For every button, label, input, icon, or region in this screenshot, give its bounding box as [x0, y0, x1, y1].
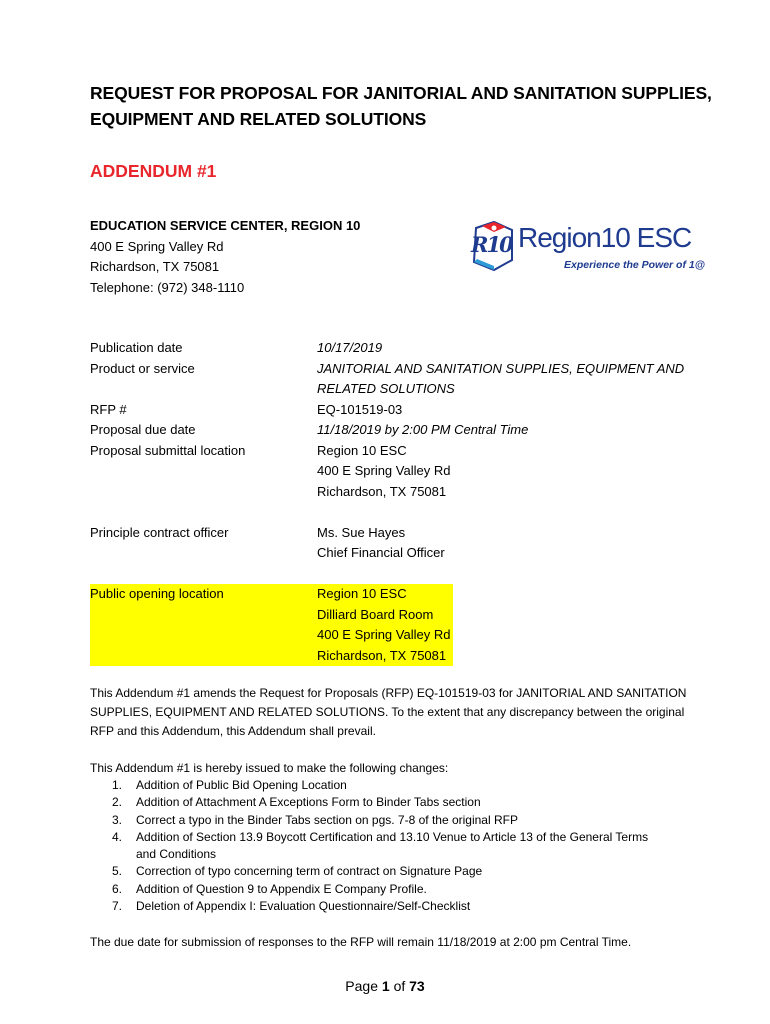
list-item-text: Addition of Section 13.9 Boycott Certification and 13.10 Venue to Article 13 of the General Terms — [136, 829, 649, 844]
detail-row-officer-title — [90, 543, 710, 564]
list-item-text: Deletion of Appendix I: Evaluation Questionnaire/Self-Checklist — [136, 899, 471, 914]
page-word: Page — [345, 978, 378, 994]
list-item — [90, 863, 710, 880]
detail-row-submittal-3 — [90, 482, 710, 503]
contract-officer-title: Chief Financial Officer — [317, 545, 445, 560]
submittal-location-line-1: Region 10 ESC — [317, 442, 407, 458]
region10-esc-logo — [468, 218, 705, 276]
submittal-location-line-3: Richardson, TX 75081 — [317, 483, 447, 499]
list-item-text: Addition of Public Bid Opening Location — [136, 778, 347, 792]
proposal-due-value: 11/18/2019 by 2:00 PM Central Time — [317, 422, 529, 437]
list-item — [90, 881, 710, 898]
product-value-line-1: JANITORIAL AND SANITATION SUPPLIES, EQUIPMENT AND — [317, 360, 685, 376]
organization-city: Richardson, TX 75081 — [90, 259, 220, 274]
organization-phone: Telephone: (972) 348-1110 — [90, 279, 245, 295]
due-date-note: The due date for submission of responses to the RFP will remain 11/18/2019 at 2:00 pm Central Time. — [90, 935, 632, 949]
detail-row-opening — [90, 584, 453, 605]
list-item — [90, 829, 710, 864]
rfp-number-value: EQ-101519-03 — [317, 401, 403, 417]
publication-date-value: 10/17/2019 — [317, 340, 383, 355]
product-label: Product or service — [90, 360, 195, 376]
list-item-number: 6. — [112, 881, 123, 896]
list-item-number: 7. — [112, 899, 123, 914]
rfp-number-label: RFP # — [90, 401, 127, 417]
title-line-1: REQUEST FOR PROPOSAL FOR JANITORIAL AND SANITATION SUPPLIES, — [90, 83, 712, 103]
list-item — [90, 812, 710, 829]
submittal-location-line-2: 400 E Spring Valley Rd — [317, 463, 451, 478]
addendum-heading: ADDENDUM #1 — [90, 161, 217, 181]
list-item — [90, 794, 710, 811]
changes-list — [90, 777, 710, 915]
detail-row-product — [90, 359, 710, 380]
detail-row-opening-2 — [90, 605, 453, 626]
detail-row-submittal-2 — [90, 461, 710, 482]
publication-date-label: Publication date — [90, 340, 183, 355]
total-pages: 73 — [409, 978, 425, 994]
changes-section — [90, 760, 710, 915]
detail-row-opening-3 — [90, 625, 453, 646]
list-item-number: 1. — [112, 778, 123, 792]
of-word: of — [393, 978, 406, 994]
list-item-text: Correction of typo concerning term of contract on Signature Page — [136, 864, 483, 879]
rfp-details-table — [90, 338, 710, 666]
title-line-2: EQUIPMENT AND RELATED SOLUTIONS — [90, 109, 427, 129]
detail-row-officer — [90, 523, 710, 544]
list-item-text: Addition of Attachment A Exceptions Form to Binder Tabs section — [136, 795, 481, 810]
amendment-paragraph — [90, 684, 710, 741]
spacer — [90, 564, 710, 585]
amendment-line-3: RFP and this Addendum, this Addendum shall prevail. — [90, 724, 376, 738]
public-opening-label: Public opening location — [90, 586, 224, 601]
list-item-text: Addition of Question 9 to Appendix E Company Profile. — [136, 881, 427, 896]
list-item-number: 5. — [112, 864, 123, 879]
logo-tagline: Experience the Power of 1@ — [564, 259, 705, 271]
amendment-line-2: SUPPLIES, EQUIPMENT AND RELATED SOLUTIONS. To the extent that any discrepancy between the original — [90, 705, 685, 719]
public-opening-line-1: Region 10 ESC — [317, 586, 407, 601]
list-item-number: 4. — [112, 829, 123, 844]
detail-row-publication — [90, 338, 710, 359]
list-item-number: 3. — [112, 812, 123, 827]
list-item-text: Correct a typo in the Binder Tabs section on pgs. 7-8 of the original RFP — [136, 812, 518, 827]
changes-intro: This Addendum #1 is hereby issued to make the following changes: — [90, 761, 449, 775]
list-item — [90, 898, 710, 915]
page-footer — [0, 978, 770, 994]
organization-address-block — [90, 216, 360, 298]
detail-row-product-cont — [90, 379, 710, 400]
detail-row-due — [90, 420, 710, 441]
organization-name: EDUCATION SERVICE CENTER, REGION 10 — [90, 218, 361, 233]
contract-officer-name: Ms. Sue Hayes — [317, 524, 406, 540]
detail-row-rfp — [90, 400, 710, 421]
contract-officer-label: Principle contract officer — [90, 524, 229, 540]
logo-mark-text: R10 — [471, 232, 512, 257]
detail-row-opening-4 — [90, 646, 453, 667]
list-item — [90, 777, 710, 794]
proposal-due-label: Proposal due date — [90, 422, 196, 437]
page-number: 1 — [381, 978, 390, 994]
list-item-number: 2. — [112, 795, 123, 810]
submittal-location-label: Proposal submittal location — [90, 442, 246, 458]
product-value-line-2: RELATED SOLUTIONS — [317, 381, 455, 396]
list-item-text-cont: and Conditions — [136, 847, 217, 862]
logo-wordmark: Region10 ESC — [518, 222, 692, 253]
document-title — [90, 80, 730, 132]
public-opening-line-4: Richardson, TX 75081 — [317, 647, 447, 663]
amendment-line-1: This Addendum #1 amends the Request for Proposals (RFP) EQ-101519-03 for JANITORIAL AND SANITATION — [90, 686, 687, 700]
organization-street: 400 E Spring Valley Rd — [90, 238, 224, 254]
detail-row-submittal — [90, 441, 710, 462]
public-opening-line-3: 400 E Spring Valley Rd — [317, 627, 451, 642]
spacer — [90, 502, 710, 523]
public-opening-line-2: Dilliard Board Room — [317, 606, 434, 622]
